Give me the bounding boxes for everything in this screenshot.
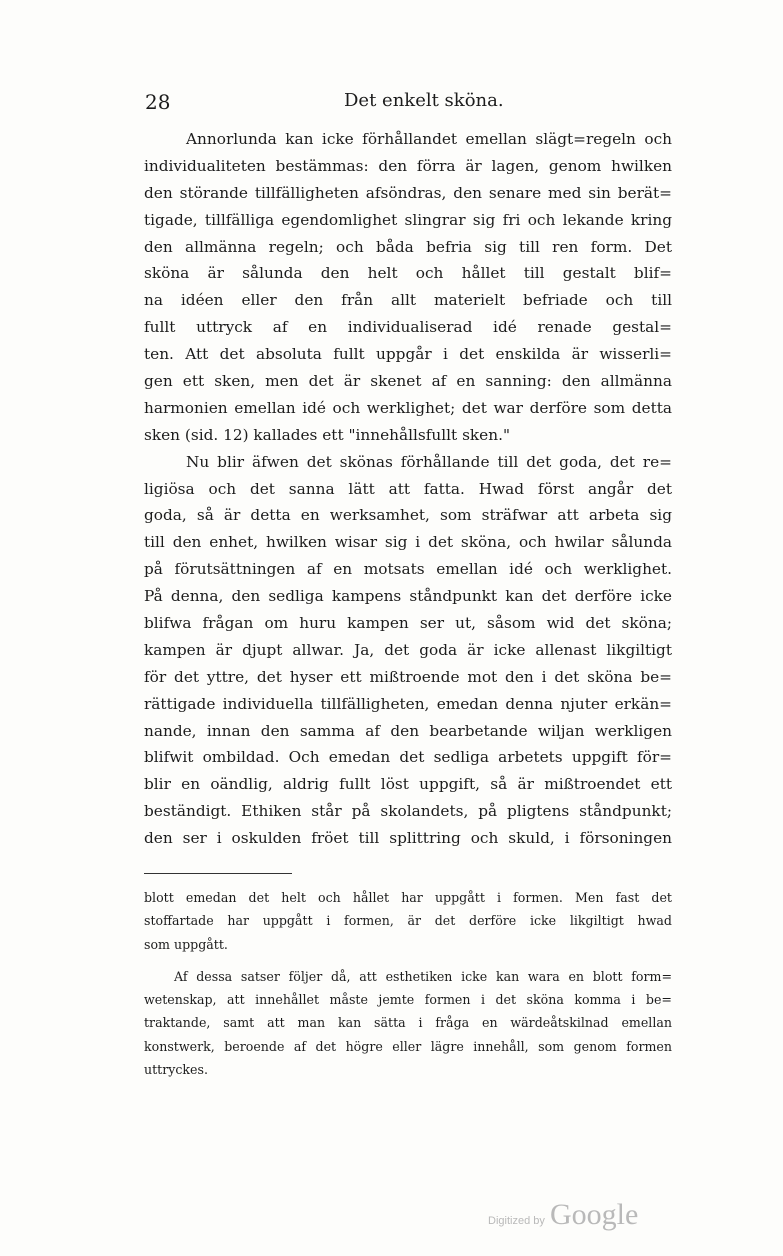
body-text (144, 126, 672, 852)
body-line: På denna, den sedliga kampens ståndpunkt kan det derföre icke (144, 587, 672, 606)
body-line: Nu blir äfwen det skönas förhållande till det goda, det re= (186, 452, 672, 471)
body-line: na idéen eller den från allt materielt befriade och till (144, 291, 672, 310)
body-line: nande, innan den samma af den bearbetande wiljan werkligen (144, 721, 672, 740)
body-line: ten. Att det absoluta fullt uppgår i det enskilda är wisserli= (144, 345, 672, 364)
body-line: blir en oändlig, aldrig fullt löst uppgift, så är mißtroendet ett (144, 775, 672, 794)
digitized-by-google-watermark (488, 1198, 638, 1232)
footnote-line: stoffartade har uppgått i formen, är det derföre icke likgiltigt hwad (144, 913, 672, 929)
google-logo: Google (549, 1198, 639, 1231)
body-line: kampen är djupt allwar. Ja, det goda är icke allenast likgiltigt (144, 640, 672, 659)
body-line: goda, så är detta en werksamhet, som sträfwar att arbeta sig (144, 506, 672, 525)
body-line: individualiteten bestämmas: den förra är lagen, genom hwilken (144, 156, 672, 175)
body-line: Annorlunda kan icke förhållandet emellan slägt=regeln och (186, 130, 672, 148)
watermark-prefix: Digitized by (488, 1215, 545, 1227)
body-line: rättigade individuella tillfälligheten, emedan denna njuter erkän= (144, 694, 672, 713)
body-line: sköna är sålunda den helt och hållet till gestalt blif= (144, 264, 672, 283)
body-line: till den enhet, hwilken wisar sig i det sköna, och hwilar sålunda (144, 533, 672, 552)
footnotes (144, 886, 672, 1081)
body-line: blifwit ombildad. Och emedan det sedliga arbetets uppgift för= (144, 748, 672, 767)
body-line: tigade, tillfälliga egendomlighet slingrar sig fri och lekande kring (144, 210, 672, 229)
body-line: för det yttre, det hyser ett mißtroende mot den i det sköna be= (144, 667, 672, 686)
footnote-line: blott emedan det helt och hållet har uppgått i formen. Men fast det (144, 890, 672, 905)
body-line: den störande tillfälligheten afsöndras, den senare med sin berät= (144, 183, 672, 202)
body-line: ligiösa och det sanna lätt att fatta. Hwad först angår det (144, 479, 672, 498)
body-line: blifwa frågan om huru kampen ser ut, såsom wid det sköna; (144, 614, 672, 633)
running-head: Det enkelt sköna. (344, 90, 504, 111)
body-line: fullt uttryck af en individualiserad idé renade gestal= (144, 318, 672, 337)
footnote-line: traktande, samt att man kan sätta i fråga en wärdeåtskilnad emellan (144, 1015, 672, 1031)
footnote-line: uttryckes. (144, 1062, 208, 1078)
body-line: sken (sid. 12) kallades ett "innehållsfullt sken." (144, 425, 510, 444)
body-line: gen ett sken, men det är skenet af en sanning: den allmänna (144, 372, 672, 391)
body-line: på förutsättningen af en motsats emellan idé och werklighet. (144, 560, 672, 579)
footnote-line: konstwerk, beroende af det högre eller lägre innehåll, som genom formen (144, 1038, 672, 1054)
footnote-line: som uppgått. (144, 936, 228, 952)
body-line: den ser i oskulden fröet till splittring och skuld, i försoningen (144, 829, 672, 848)
footnote-divider (144, 873, 292, 874)
body-line: harmonien emellan idé och werklighet; det war derföre som detta (144, 398, 672, 417)
body-line: den allmänna regeln; och båda befria sig till ren form. Det (144, 237, 672, 256)
page-number: 28 (145, 90, 171, 114)
body-line: beständigt. Ethiken står på skolandets, på pligtens ståndpunkt; (144, 802, 672, 821)
footnote-line: wetenskap, att innehållet måste jemte formen i det sköna komma i be= (144, 992, 672, 1008)
footnote-line: Af dessa satser följer då, att esthetiken icke kan wara en blott form= (174, 968, 672, 984)
